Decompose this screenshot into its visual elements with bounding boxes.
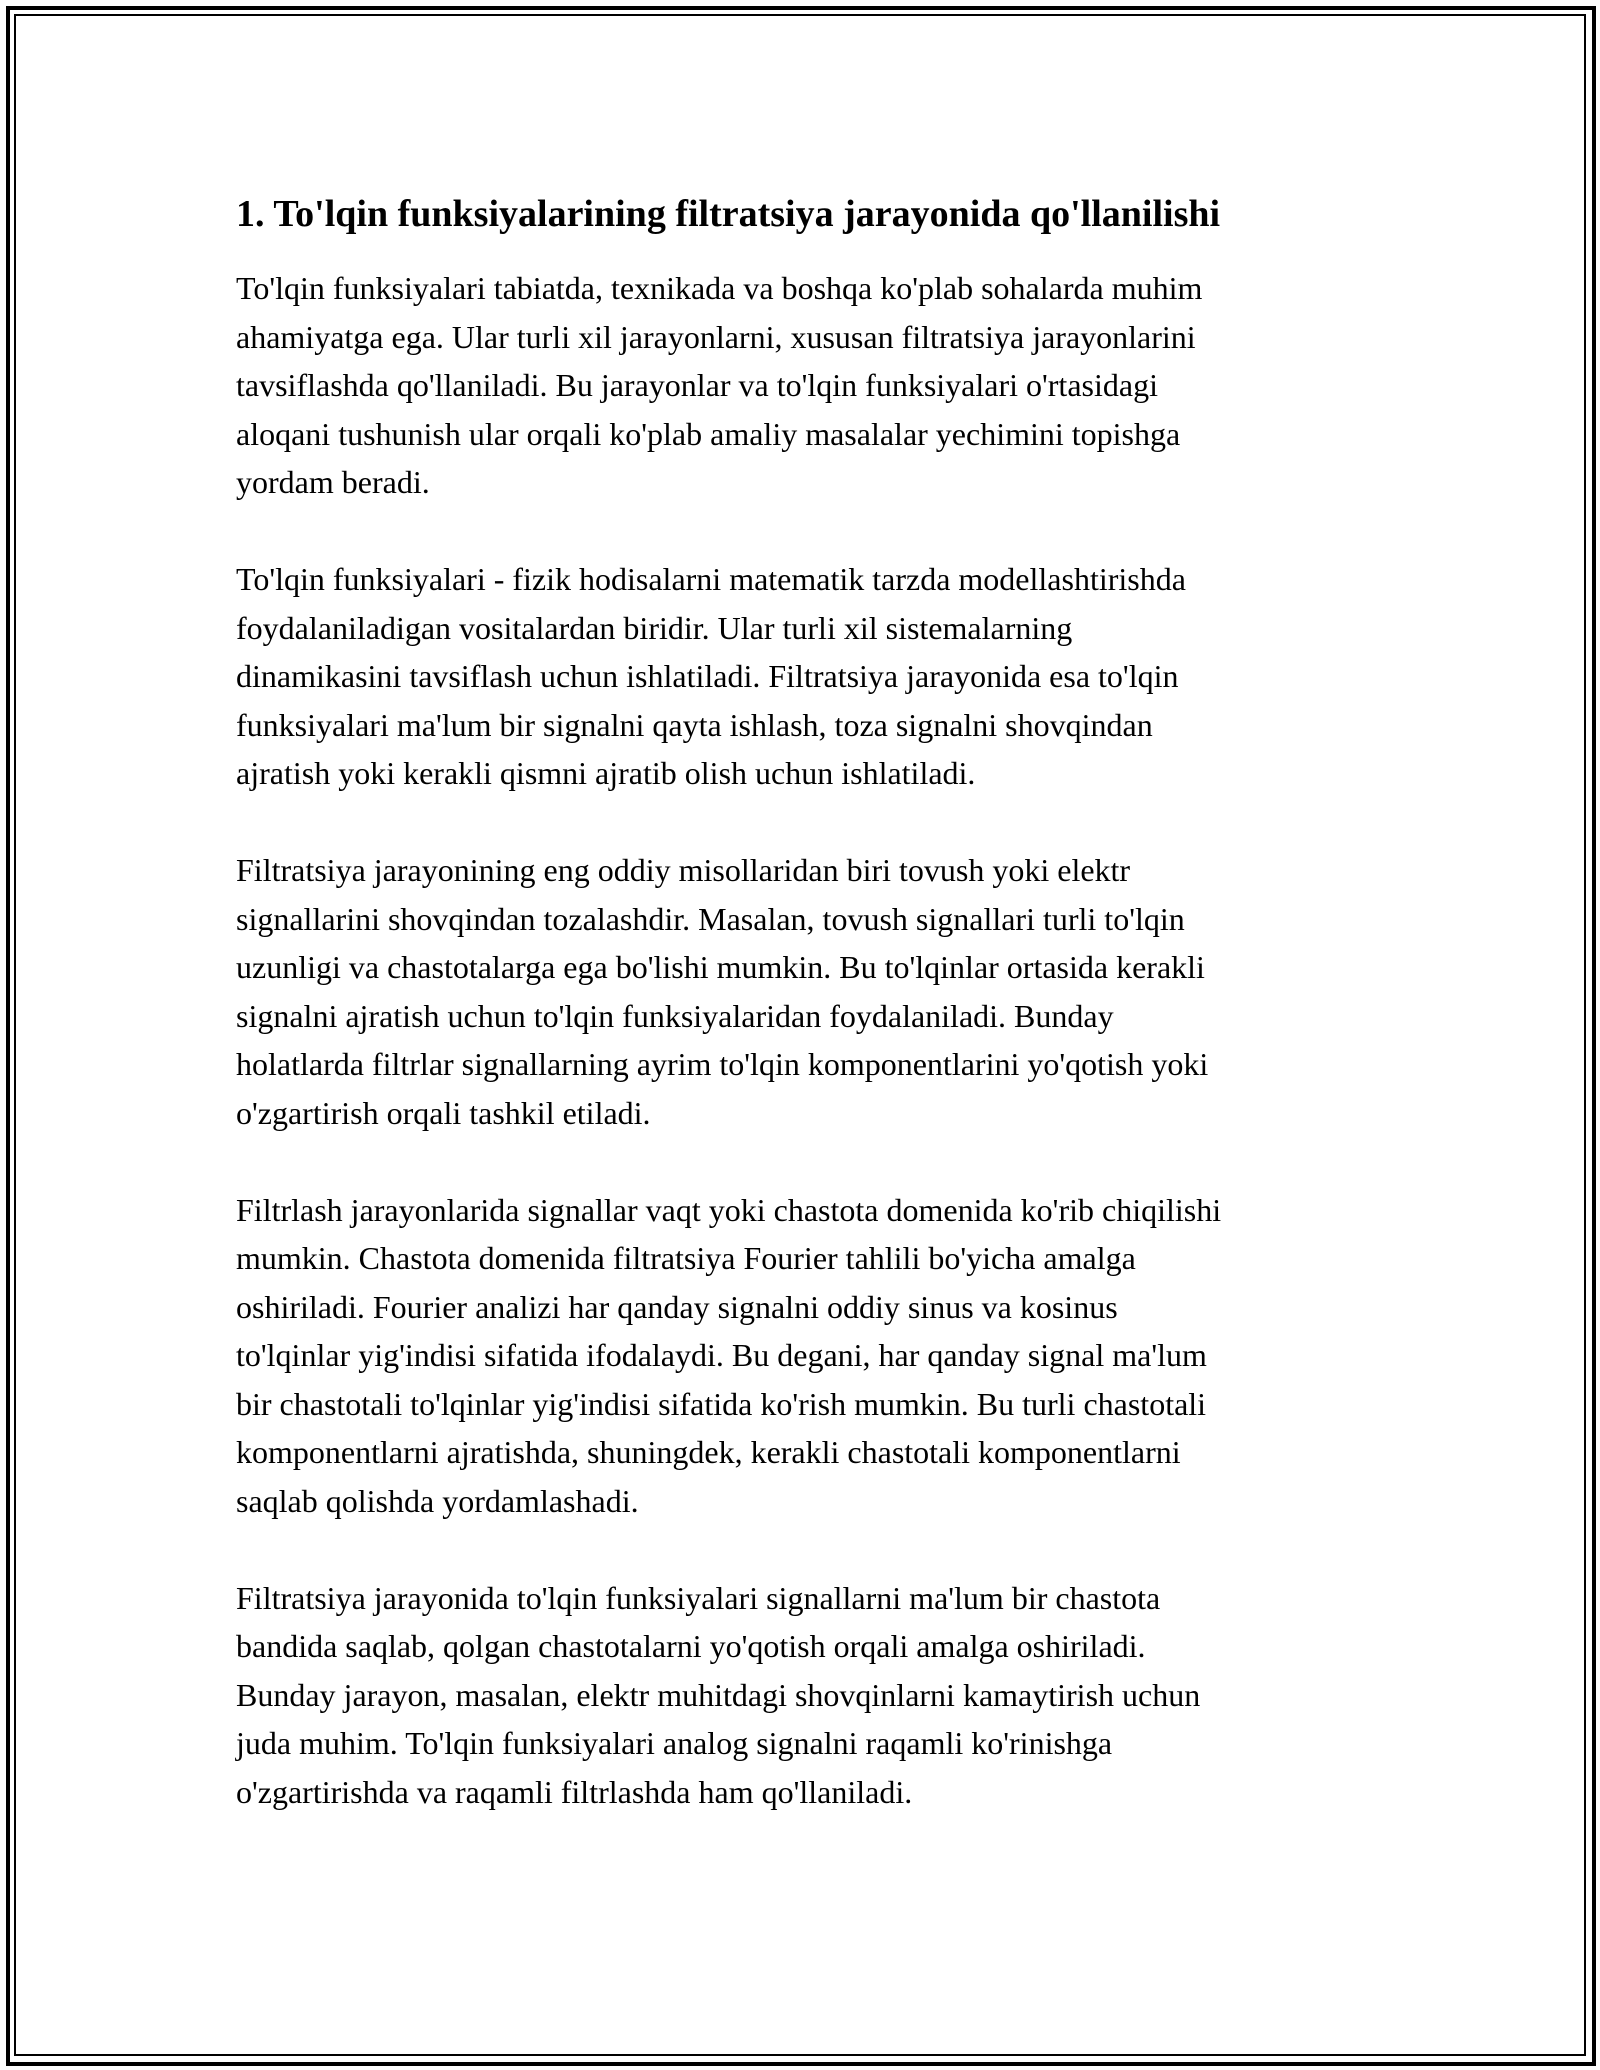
text-line: Filtrlash jarayonlarida signallar vaqt yoki chastota domenida ko'rib chiqilishi: [236, 1191, 1222, 1228]
text-line: yordam beradi.: [236, 464, 430, 501]
text-line: to'lqinlar yig'indisi sifatida ifodalaydi. Bu degani, har qanday signal ma'lum: [236, 1337, 1207, 1374]
text-line: holatlarda filtrlar signallarning ayrim to'lqin komponentlarini yo'qotish yoki: [236, 1046, 1209, 1083]
paragraph-2: [236, 555, 1366, 798]
text-line: bir chastotali to'lqinlar yig'indisi sifatida ko'rish mumkin. Bu turli chastotali: [236, 1385, 1207, 1422]
text-line: tavsiflashda qo'llaniladi. Bu jarayonlar va to'lqin funksiyalari o'rtasidagi: [236, 367, 1158, 404]
text-line: signalni ajratish uchun to'lqin funksiyalaridan foydalaniladi. Bunday: [236, 997, 1114, 1034]
text-line: o'zgartirish orqali tashkil etiladi.: [236, 1094, 651, 1131]
text-line: bandida saqlab, qolgan chastotalarni yo'qotish orqali amalga oshiriladi.: [236, 1628, 1146, 1665]
text-line: o'zgartirishda va raqamli filtrlashda ham qo'llaniladi.: [236, 1774, 913, 1811]
text-line: ajratish yoki kerakli qismni ajratib olish uchun ishlatiladi.: [236, 755, 976, 792]
text-line: funksiyalari ma'lum bir signalni qayta ishlash, toza signalni shovqindan: [236, 706, 1153, 743]
text-line: uzunligi va chastotalarga ega bo'lishi mumkin. Bu to'lqinlar ortasida kerakli: [236, 949, 1205, 986]
text-line: To'lqin funksiyalari tabiatda, texnikada va boshqa ko'plab sohalarda muhim: [236, 270, 1203, 306]
text-line: Filtratsiya jarayonining eng oddiy misollaridan biri tovush yoki elektr: [236, 851, 1131, 888]
text-line: saqlab qolishda yordamlashadi.: [236, 1483, 639, 1520]
document-page: [236, 188, 1366, 1865]
text-line: aloqani tushunish ular orqali ko'plab amaliy masalalar yechimini topishga: [236, 415, 1181, 452]
paragraph-5: [236, 1574, 1366, 1817]
text-line: To'lqin funksiyalari - fizik hodisalarni matematik tarzda modellashtirishda: [236, 560, 1186, 597]
text-line: juda muhim. To'lqin funksiyalari analog signalni raqamli ko'rinishga: [236, 1725, 1113, 1762]
document-title: 1. To'lqin funksiyalarining filtratsiya jarayonida qo'llanilishi: [236, 193, 1221, 235]
text-line: Filtratsiya jarayonida to'lqin funksiyalari signallarni ma'lum bir chastota: [236, 1579, 1161, 1616]
text-line: dinamikasini tavsiflash uchun ishlatiladi. Filtratsiya jarayonida esa to'lqin: [236, 658, 1179, 695]
paragraph-4: [236, 1186, 1366, 1526]
text-line: foydalaniladigan vositalardan biridir. Ular turli xil sistemalarning: [236, 609, 1073, 646]
paragraph-1: [236, 264, 1366, 507]
text-line: mumkin. Chastota domenida filtratsiya Fourier tahlili bo'yicha amalga: [236, 1240, 1136, 1277]
text-line: Bunday jarayon, masalan, elektr muhitdagi shovqinlarni kamaytirish uchun: [236, 1676, 1201, 1713]
text-line: signallarini shovqindan tozalashdir. Masalan, tovush signallari turli to'lqin: [236, 900, 1185, 937]
paragraph-3: [236, 846, 1366, 1138]
text-line: ahamiyatga ega. Ular turli xil jarayonlarni, xususan filtratsiya jarayonlarini: [236, 318, 1196, 355]
text-line: oshiriladi. Fourier analizi har qanday signalni oddiy sinus va kosinus: [236, 1288, 1118, 1325]
text-line: komponentlarni ajratishda, shuningdek, kerakli chastotali komponentlarni: [236, 1434, 1181, 1471]
